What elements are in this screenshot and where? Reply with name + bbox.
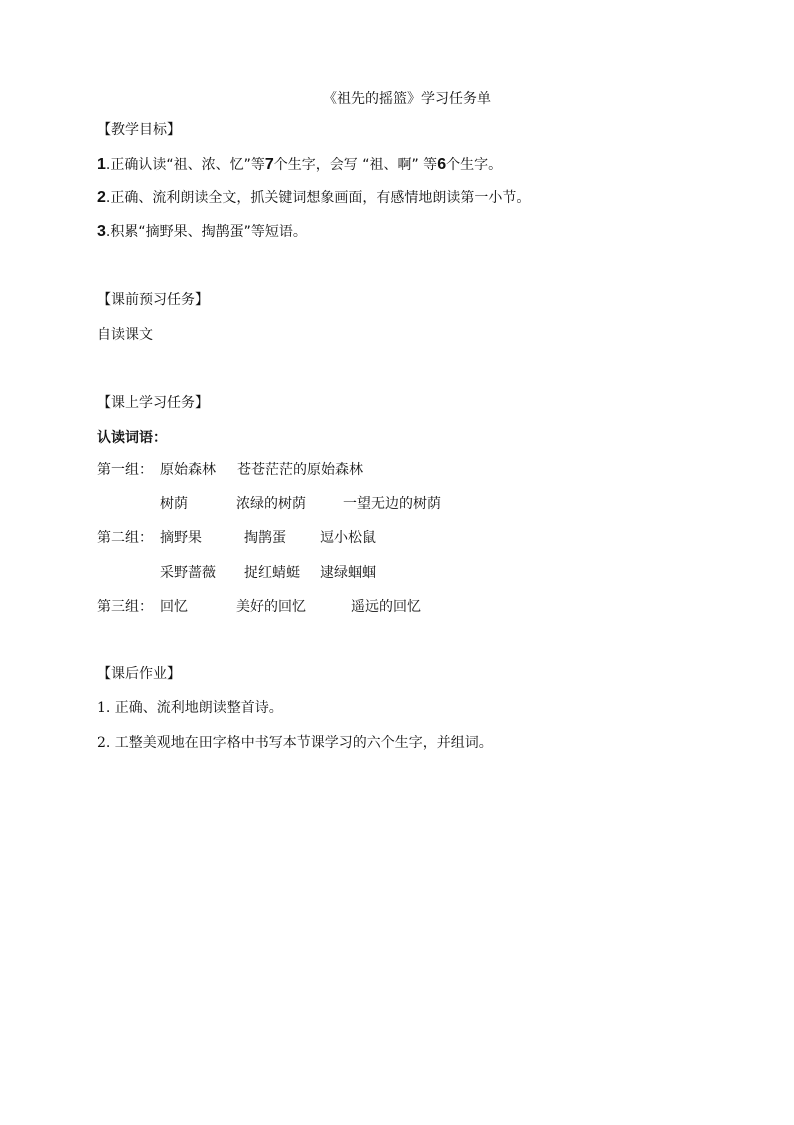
preview-text: 自读课文 — [97, 327, 153, 343]
goal-item-2 — [97, 188, 530, 208]
homework-item: 2. 工整美观地在田字格中书写本节课学习的六个生字，并组词。 — [97, 735, 493, 751]
goal-text: .积累“摘野果、掏鹊蛋”等短语。 — [105, 224, 307, 240]
word: 浓绿的树荫 — [236, 496, 306, 512]
word: 摘野果 — [160, 530, 202, 546]
goal-number: 1 — [97, 156, 106, 173]
preview-heading: 【课前预习任务】 — [97, 292, 209, 308]
goal-text: 个生字，会写 “祖、啊” 等 — [273, 157, 438, 173]
group-label: 第一组： — [97, 462, 153, 478]
word: 一望无边的树荫 — [343, 496, 441, 512]
word: 美好的回忆 — [236, 599, 306, 615]
word: 逗小松鼠 — [320, 530, 376, 546]
goals-heading: 【教学目标】 — [97, 122, 181, 138]
word: 逮绿蝈蝈 — [320, 565, 376, 581]
goal-text: 个生字。 — [446, 157, 503, 173]
word: 回忆 — [160, 599, 188, 615]
classwork-heading: 【课上学习任务】 — [97, 395, 209, 411]
homework-item: 1. 正确、流利地朗读整首诗。 — [97, 700, 283, 716]
word: 捉红蜻蜓 — [244, 565, 300, 581]
word: 掏鹊蛋 — [244, 530, 286, 546]
classwork-subheading: 认读词语： — [97, 430, 167, 446]
goal-number: 2 — [97, 189, 106, 206]
goal-text: .正确、流利朗读全文，抓关键词想象画面，有感情地朗读第一小节。 — [105, 190, 531, 206]
goal-item-3 — [97, 222, 307, 242]
word: 采野蔷薇 — [160, 565, 216, 581]
group-label: 第三组： — [97, 599, 153, 615]
word: 原始森林 — [160, 462, 216, 478]
goal-text: .正确认读“祖、浓、忆”等 — [105, 157, 265, 173]
goal-item-1 — [97, 155, 502, 175]
page-title: 《祖先的摇篮》学习任务单 — [323, 91, 491, 107]
word: 遥远的回忆 — [351, 599, 421, 615]
goal-number: 3 — [97, 223, 106, 240]
homework-heading: 【课后作业】 — [97, 666, 181, 682]
group-label: 第二组： — [97, 530, 153, 546]
goal-count: 6 — [437, 156, 447, 173]
goal-count: 7 — [264, 156, 274, 173]
word: 树荫 — [160, 496, 188, 512]
word: 苍苍茫茫的原始森林 — [237, 462, 363, 478]
